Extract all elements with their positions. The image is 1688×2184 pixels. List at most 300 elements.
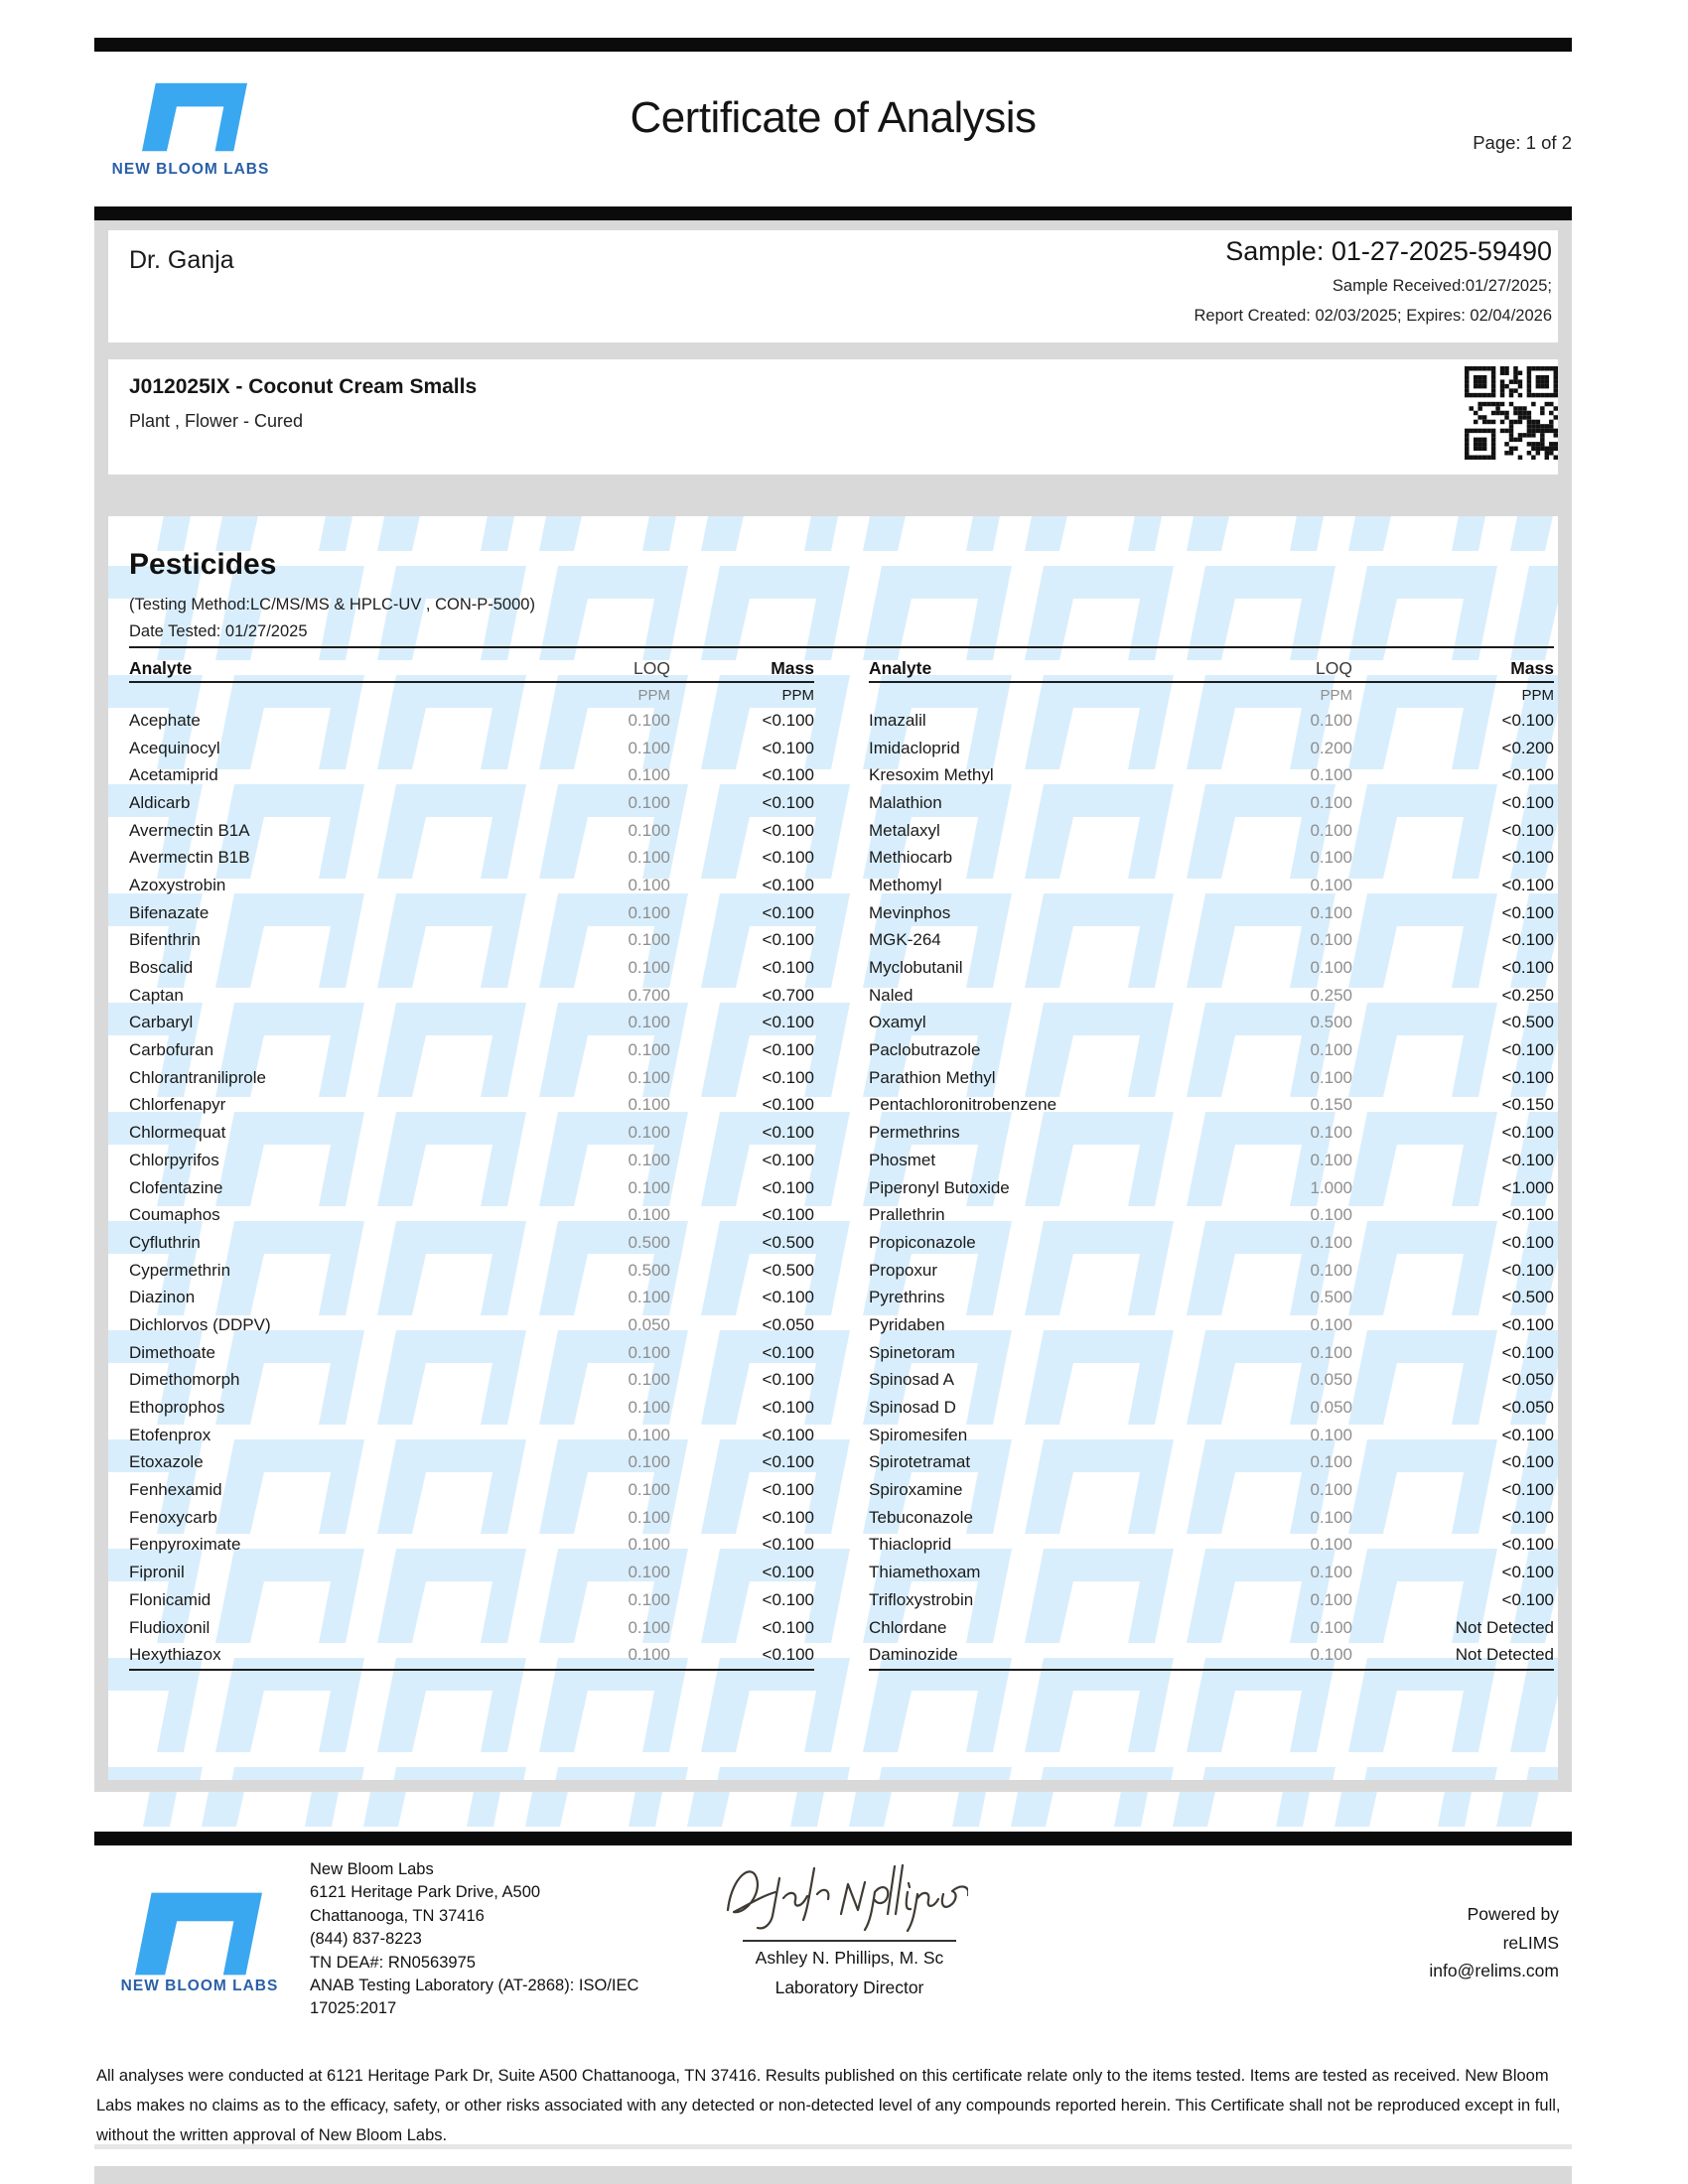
table-row: [869, 1394, 1554, 1422]
analyte-name: Avermectin B1A: [129, 820, 250, 840]
analyte-name: Avermectin B1B: [129, 848, 250, 868]
analyte-name: Cyfluthrin: [129, 1232, 201, 1252]
table-row: [869, 844, 1554, 872]
loq-value: 0.100: [628, 1563, 670, 1582]
analyte-name: Chlorpyrifos: [129, 1150, 219, 1169]
mass-value: <0.200: [1501, 738, 1554, 757]
col-mass: Mass: [771, 657, 814, 678]
table-row: [869, 789, 1554, 817]
col-mass: Mass: [1510, 657, 1554, 678]
mass-value: <0.100: [762, 1398, 814, 1418]
page-number: Page: 1 of 2: [1473, 132, 1572, 153]
loq-value: 0.100: [628, 1150, 670, 1169]
loq-value: 0.100: [628, 1480, 670, 1500]
analyte-name: Dimethomorph: [129, 1370, 240, 1390]
table-row: [869, 1449, 1554, 1477]
loq-value: 0.100: [1310, 1150, 1352, 1169]
analyte-name: Methiocarb: [869, 848, 953, 868]
col-loq: LOQ: [633, 657, 670, 678]
analyte-name: Chlormequat: [129, 1123, 226, 1143]
mass-value: <0.100: [1501, 1260, 1554, 1280]
analyte-name: Kresoxim Methyl: [869, 765, 994, 785]
client-name: Dr. Ganja: [129, 246, 234, 274]
mass-value: <0.100: [762, 1205, 814, 1225]
loq-value: 0.100: [628, 1507, 670, 1527]
analyte-name: Chlorfenapyr: [129, 1095, 226, 1115]
table-bottom-rule: [129, 1669, 814, 1671]
unit-row: [869, 683, 1554, 707]
table-row: [869, 1119, 1554, 1147]
table-row: [869, 1614, 1554, 1642]
analyte-name: Spinosad D: [869, 1398, 956, 1418]
mass-value: <0.100: [762, 1563, 814, 1582]
table-row: [869, 761, 1554, 789]
top-divider-bar: [94, 38, 1572, 52]
analyte-name: Imazalil: [869, 710, 926, 730]
analyte-name: Methomyl: [869, 875, 942, 894]
table-row: [869, 1064, 1554, 1092]
mass-value: <0.100: [1501, 1480, 1554, 1500]
table-row: [129, 1257, 814, 1285]
qr-code: [1465, 366, 1558, 460]
mass-value: <0.100: [1501, 958, 1554, 978]
analyte-name: Bifenazate: [129, 902, 210, 922]
table-row: [869, 1092, 1554, 1120]
loq-value: 0.100: [1310, 958, 1352, 978]
signature-line: [743, 1940, 956, 1942]
table-row: [129, 1449, 814, 1477]
mass-value: <0.500: [762, 1232, 814, 1252]
mass-value: <0.100: [1501, 875, 1554, 894]
table-row: [129, 844, 814, 872]
loq-value: 0.500: [628, 1260, 670, 1280]
loq-unit: PPM: [1320, 686, 1352, 704]
loq-value: 0.100: [628, 958, 670, 978]
analyte-name: Malathion: [869, 792, 942, 812]
mass-value: <0.100: [762, 1123, 814, 1143]
signatory-name: Ashley N. Phillips, M. Sc: [755, 1948, 944, 1968]
loq-value: 0.100: [628, 1095, 670, 1115]
loq-value: 0.100: [628, 1342, 670, 1362]
date-tested: Date Tested: 01/27/2025: [129, 622, 308, 640]
loq-value: 0.100: [1310, 1617, 1352, 1637]
table-row: [869, 1586, 1554, 1614]
mass-value: <0.100: [1501, 1232, 1554, 1252]
table-row: [869, 1174, 1554, 1202]
analyte-name: Boscalid: [129, 958, 194, 978]
loq-value: 0.100: [628, 1013, 670, 1032]
analyte-name: Myclobutanil: [869, 958, 963, 978]
mass-unit: PPM: [1521, 686, 1554, 704]
table-row: [129, 1064, 814, 1092]
analyte-name: Diazinon: [129, 1288, 196, 1307]
table-row: [129, 1641, 814, 1669]
header-rule: [129, 646, 1554, 648]
analyte-name: Fenoxycarb: [129, 1507, 217, 1527]
mass-value: <1.000: [1501, 1177, 1554, 1197]
analyte-name: Bifenthrin: [129, 930, 201, 950]
mass-value: <0.100: [762, 1480, 814, 1500]
table-row: [869, 1284, 1554, 1311]
unit-row: [129, 683, 814, 707]
loq-value: 0.100: [1310, 1067, 1352, 1087]
table-row: [869, 927, 1554, 955]
analyte-name: Spiromesifen: [869, 1425, 968, 1444]
lab-info-line: TN DEA#: RN0563975: [310, 1953, 476, 1972]
mass-value: <0.100: [762, 1342, 814, 1362]
loq-value: 0.100: [1310, 902, 1352, 922]
analyte-name: Prallethrin: [869, 1205, 945, 1225]
client-panel: [108, 230, 1558, 342]
loq-value: 0.100: [628, 820, 670, 840]
mass-value: <0.100: [1501, 1452, 1554, 1472]
loq-value: 0.100: [1310, 1342, 1352, 1362]
analyte-name: Coumaphos: [129, 1205, 220, 1225]
loq-value: 0.100: [628, 765, 670, 785]
analyte-name: Spinosad A: [869, 1370, 955, 1390]
lab-info-line: 17025:2017: [310, 1999, 397, 2018]
col-analyte: Analyte: [129, 657, 193, 678]
mass-value: <0.100: [762, 1507, 814, 1527]
mass-value: <0.100: [762, 902, 814, 922]
mass-value: <0.100: [762, 1425, 814, 1444]
loq-value: 0.100: [628, 1617, 670, 1637]
table-header: [869, 655, 1554, 681]
loq-value: 0.100: [628, 1205, 670, 1225]
table-row: [129, 1174, 814, 1202]
table-row: [129, 1367, 814, 1395]
pesticides-table-right: [869, 655, 1554, 1671]
mass-value: <0.100: [1501, 820, 1554, 840]
table-row: [869, 735, 1554, 762]
analyte-name: Spirotetramat: [869, 1452, 971, 1472]
analyte-name: Oxamyl: [869, 1013, 926, 1032]
mass-unit: PPM: [781, 686, 814, 704]
loq-value: 0.100: [628, 930, 670, 950]
table-row: [869, 1504, 1554, 1532]
analyte-name: Naled: [869, 985, 914, 1005]
signatory-title: Laboratory Director: [774, 1978, 924, 1997]
loq-unit: PPM: [637, 686, 670, 704]
table-row: [129, 899, 814, 927]
table-row: [869, 1036, 1554, 1064]
mass-value: <0.100: [1501, 930, 1554, 950]
table-row: [129, 1586, 814, 1614]
analyte-name: Propiconazole: [869, 1232, 976, 1252]
analyte-name: Dimethoate: [129, 1342, 215, 1362]
mass-value: <0.100: [762, 738, 814, 757]
loq-value: 0.100: [628, 1425, 670, 1444]
mass-value: <0.100: [762, 1589, 814, 1609]
lab-info-line: (844) 837-8223: [310, 1930, 422, 1949]
product-name: J012025IX - Coconut Cream Smalls: [129, 375, 478, 398]
table-row: [129, 789, 814, 817]
loq-value: 0.100: [1310, 1535, 1352, 1555]
loq-value: 0.100: [1310, 1452, 1352, 1472]
loq-value: 0.250: [1310, 985, 1352, 1005]
analyte-name: Fenhexamid: [129, 1480, 222, 1500]
mass-value: <0.100: [762, 1535, 814, 1555]
table-rows-left: [129, 707, 814, 1669]
loq-value: 0.100: [1310, 1425, 1352, 1444]
mass-value: <0.100: [1501, 1040, 1554, 1060]
mass-value: <0.100: [1501, 765, 1554, 785]
analyte-name: Flonicamid: [129, 1589, 211, 1609]
analyte-name: Clofentazine: [129, 1177, 223, 1197]
table-row: [129, 1284, 814, 1311]
loq-value: 0.100: [1310, 848, 1352, 868]
loq-value: 0.100: [628, 1589, 670, 1609]
analyte-name: Piperonyl Butoxide: [869, 1177, 1010, 1197]
analyte-name: Metalaxyl: [869, 820, 940, 840]
mass-value: <0.500: [1501, 1288, 1554, 1307]
analyte-name: Captan: [129, 985, 184, 1005]
analyte-name: Cypermethrin: [129, 1260, 231, 1280]
loq-value: 0.200: [1310, 738, 1352, 757]
mass-value: <0.100: [1501, 1507, 1554, 1527]
section-title: Pesticides: [129, 548, 277, 581]
analyte-name: Spiroxamine: [869, 1480, 963, 1500]
analyte-name: Pentachloronitrobenzene: [869, 1095, 1057, 1115]
analyte-name: Acephate: [129, 710, 201, 730]
analyte-name: Phosmet: [869, 1150, 936, 1169]
mass-value: <0.100: [1501, 1425, 1554, 1444]
analyte-name: Etoxazole: [129, 1452, 204, 1472]
sample-received-date: Sample Received:01/27/2025;: [1332, 277, 1552, 295]
mass-value: <0.100: [762, 958, 814, 978]
brand-wordmark: NEW BLOOM LABS: [120, 1978, 279, 1994]
table-row: [869, 1367, 1554, 1395]
table-row: [869, 1311, 1554, 1339]
loq-value: 0.500: [1310, 1013, 1352, 1032]
loq-value: 0.700: [628, 985, 670, 1005]
analyte-name: Chlorantraniliprole: [129, 1067, 266, 1087]
lab-info-line: Chattanooga, TN 37416: [310, 1906, 485, 1925]
mass-value: <0.100: [1501, 1150, 1554, 1169]
table-row: [129, 1229, 814, 1257]
mass-value: <0.100: [762, 848, 814, 868]
mass-value: <0.100: [1501, 1535, 1554, 1555]
mass-value: <0.100: [762, 792, 814, 812]
table-row: [129, 982, 814, 1010]
col-loq: LOQ: [1316, 657, 1352, 678]
table-row: [129, 1532, 814, 1560]
table-row: [869, 872, 1554, 899]
loq-value: 0.100: [628, 1398, 670, 1418]
analyte-name: Pyridaben: [869, 1314, 945, 1334]
loq-value: 0.100: [628, 848, 670, 868]
table-row: [869, 1201, 1554, 1229]
analyte-name: Propoxur: [869, 1260, 937, 1280]
mass-value: <0.100: [762, 1067, 814, 1087]
analyte-name: Parathion Methyl: [869, 1067, 996, 1087]
table-header: [129, 655, 814, 681]
table-row: [869, 1257, 1554, 1285]
analyte-name: Thiamethoxam: [869, 1563, 981, 1582]
lab-info-line: ANAB Testing Laboratory (AT-2868): ISO/IEC: [310, 1977, 639, 1995]
analyte-name: Carbofuran: [129, 1040, 214, 1060]
disclaimer-text: All analyses were conducted at 6121 Heritage Park Dr, Suite A500 Chattanooga, TN 37416. Results published on this certificate relate only to the items tested. Items are tested as received. New Bloom Labs makes no claims as to the efficacy, safety, or other risks associated with any detected or non-detected level of any compounds reported herein. This Certificate shall not be reproduced except in full, without the written approval of New Bloom Labs.: [96, 2067, 1561, 2144]
table-row: [129, 1036, 814, 1064]
table-bottom-rule: [869, 1669, 1554, 1671]
table-row: [869, 899, 1554, 927]
mass-value: <0.100: [762, 1013, 814, 1032]
loq-value: 0.100: [1310, 710, 1352, 730]
loq-value: 0.500: [628, 1232, 670, 1252]
table-row: [129, 927, 814, 955]
mass-value: <0.500: [762, 1260, 814, 1280]
analyte-name: Imidacloprid: [869, 738, 960, 757]
table-row: [129, 1010, 814, 1037]
analyte-name: Hexythiazox: [129, 1645, 221, 1665]
table-row: [869, 1010, 1554, 1037]
loq-value: 0.100: [1310, 1123, 1352, 1143]
loq-value: 0.100: [1310, 820, 1352, 840]
signature-icon: [720, 1854, 968, 1934]
analyte-name: Etofenprox: [129, 1425, 211, 1444]
powered-by-brand: reLIMS: [1502, 1932, 1559, 1953]
loq-value: 0.100: [628, 1370, 670, 1390]
table-row: [869, 1532, 1554, 1560]
analyte-name: Aldicarb: [129, 792, 191, 812]
table-rows-right: [869, 707, 1554, 1669]
mass-value: <0.100: [762, 820, 814, 840]
mass-value: <0.100: [762, 930, 814, 950]
mass-value: <0.050: [1501, 1370, 1554, 1390]
loq-value: 0.500: [1310, 1288, 1352, 1307]
table-row: [869, 1476, 1554, 1504]
new-bloom-labs-logo-icon: [135, 1892, 262, 1976]
table-row: [869, 1339, 1554, 1367]
mass-value: <0.100: [762, 1288, 814, 1307]
loq-value: 0.100: [1310, 1205, 1352, 1225]
mass-value: <0.100: [762, 1370, 814, 1390]
table-row: [129, 1394, 814, 1422]
analyte-name: Azoxystrobin: [129, 875, 226, 894]
table-row: [869, 982, 1554, 1010]
col-analyte: Analyte: [869, 657, 932, 678]
analyte-name: MGK-264: [869, 930, 941, 950]
table-row: [869, 707, 1554, 735]
loq-value: 0.100: [1310, 875, 1352, 894]
mass-value: <0.100: [1501, 902, 1554, 922]
mass-value: <0.100: [1501, 1205, 1554, 1225]
testing-method: (Testing Method:LC/MS/MS & HPLC-UV , CON-P-5000): [129, 596, 535, 614]
loq-value: 0.100: [628, 1040, 670, 1060]
mass-value: Not Detected: [1455, 1617, 1554, 1637]
table-row: [129, 735, 814, 762]
mass-value: <0.500: [1501, 1013, 1554, 1032]
product-panel: [108, 359, 1558, 475]
loq-value: 0.100: [1310, 1314, 1352, 1334]
table-row: [129, 1422, 814, 1449]
loq-value: 0.100: [628, 1288, 670, 1307]
loq-value: 0.100: [1310, 1563, 1352, 1582]
mass-value: <0.100: [1501, 1123, 1554, 1143]
powered-by-email: info@relims.com: [1429, 1961, 1559, 1980]
report-created-date: Report Created: 02/03/2025; Expires: 02/04/2026: [1194, 307, 1552, 325]
mass-value: <0.100: [762, 1040, 814, 1060]
mass-value: <0.700: [762, 985, 814, 1005]
loq-value: 0.100: [1310, 1480, 1352, 1500]
mass-value: <0.100: [762, 1452, 814, 1472]
mass-value: <0.100: [762, 765, 814, 785]
bottom-edge-bar: [94, 2166, 1572, 2184]
table-row: [129, 817, 814, 845]
header-divider-bar: [94, 206, 1572, 220]
loq-value: 0.100: [1310, 1645, 1352, 1665]
table-row: [869, 1147, 1554, 1174]
loq-value: 0.100: [628, 1177, 670, 1197]
loq-value: 0.100: [628, 1067, 670, 1087]
loq-value: 0.100: [1310, 1040, 1352, 1060]
table-row: [869, 1559, 1554, 1586]
analyte-name: Tebuconazole: [869, 1507, 973, 1527]
table-row: [129, 954, 814, 982]
analyte-name: Acetamiprid: [129, 765, 218, 785]
pesticides-panel: [108, 516, 1558, 1780]
analyte-name: Spinetoram: [869, 1342, 955, 1362]
mass-value: <0.050: [762, 1314, 814, 1334]
analyte-name: Fipronil: [129, 1563, 185, 1582]
loq-value: 0.100: [628, 902, 670, 922]
analyte-name: Daminozide: [869, 1645, 958, 1665]
footer-divider-bar: [94, 1832, 1572, 1845]
analyte-name: Dichlorvos (DDPV): [129, 1314, 271, 1334]
sample-id: Sample: 01-27-2025-59490: [1225, 236, 1552, 266]
loq-value: 0.050: [1310, 1398, 1352, 1418]
table-row: [129, 1311, 814, 1339]
mass-value: <0.100: [1501, 1314, 1554, 1334]
loq-value: 0.050: [628, 1314, 670, 1334]
table-row: [869, 1641, 1554, 1669]
table-row: [129, 1339, 814, 1367]
brand-wordmark: NEW BLOOM LABS: [111, 161, 270, 178]
table-row: [129, 1559, 814, 1586]
mass-value: <0.100: [762, 875, 814, 894]
mass-value: <0.100: [762, 1095, 814, 1115]
analyte-name: Carbaryl: [129, 1013, 194, 1032]
powered-by-block: [1157, 1900, 1559, 1985]
table-row: [129, 761, 814, 789]
table-row: [129, 1119, 814, 1147]
product-type: Plant , Flower - Cured: [129, 411, 304, 431]
lab-info-line: 6121 Heritage Park Drive, A500: [310, 1883, 541, 1902]
loq-value: 0.100: [1310, 930, 1352, 950]
watermark-strip: [94, 1792, 1572, 1832]
table-row: [869, 1422, 1554, 1449]
analyte-name: Thiacloprid: [869, 1535, 952, 1555]
mass-value: <0.100: [762, 1150, 814, 1169]
analyte-name: Pyrethrins: [869, 1288, 945, 1307]
loq-value: 0.100: [628, 1452, 670, 1472]
mass-value: <0.100: [1501, 710, 1554, 730]
table-row: [869, 954, 1554, 982]
powered-by-label: Powered by: [1467, 1904, 1559, 1924]
lab-info-line: New Bloom Labs: [310, 1860, 434, 1878]
analyte-name: Paclobutrazole: [869, 1040, 981, 1060]
mass-value: <0.150: [1501, 1095, 1554, 1115]
analyte-name: Ethoprophos: [129, 1398, 225, 1418]
loq-value: 0.100: [628, 1645, 670, 1665]
table-row: [869, 817, 1554, 845]
mass-value: Not Detected: [1455, 1645, 1554, 1665]
table-row: [129, 872, 814, 899]
loq-value: 0.050: [1310, 1370, 1352, 1390]
table-row: [129, 1476, 814, 1504]
loq-value: 1.000: [1310, 1177, 1352, 1197]
analyte-name: Permethrins: [869, 1123, 960, 1143]
